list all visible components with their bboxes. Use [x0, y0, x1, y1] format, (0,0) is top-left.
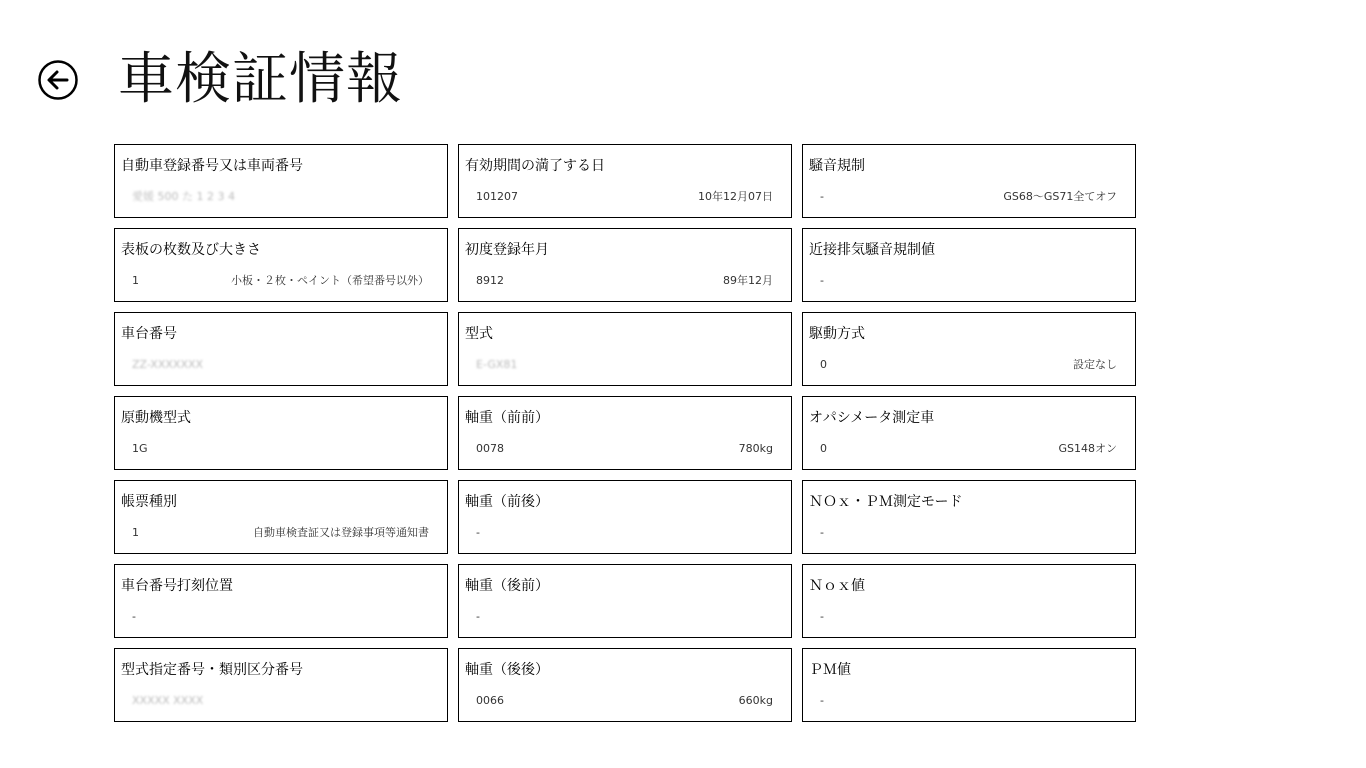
info-card-description: 10年12月07日 [698, 190, 773, 203]
info-card [458, 564, 792, 638]
info-card-label: 騒音規制 [809, 158, 865, 174]
info-card-label: 駆動方式 [809, 326, 865, 342]
info-card-code: - [820, 526, 824, 539]
info-card-label: 軸重（後後） [465, 662, 549, 678]
info-card-code: 愛媛 500 た 1 2 3 4 [132, 190, 235, 203]
info-card-code: - [132, 610, 136, 623]
info-card [458, 396, 792, 470]
info-card-label: 表板の枚数及び大きさ [121, 242, 261, 258]
info-card-label: 型式指定番号・類別区分番号 [121, 662, 303, 678]
info-card-code: 1G [132, 442, 148, 455]
info-card-label: 原動機型式 [121, 410, 191, 426]
info-card-code: ZZ-XXXXXXX [132, 358, 204, 371]
info-card-code: 1 [132, 274, 139, 287]
info-card-description: 小板・２枚・ペイント（希望番号以外） [231, 274, 429, 287]
info-card [802, 228, 1136, 302]
info-card [458, 648, 792, 722]
info-card-label: 初度登録年月 [465, 242, 549, 258]
info-card [802, 648, 1136, 722]
info-card-code: 8912 [476, 274, 504, 287]
info-card-label: 自動車登録番号又は車両番号 [121, 158, 303, 174]
info-card [114, 480, 448, 554]
info-card-label: 型式 [465, 326, 493, 342]
info-card-code: 101207 [476, 190, 518, 203]
info-card-code: - [820, 274, 824, 287]
info-card [458, 144, 792, 218]
info-card-code: E-GX81 [476, 358, 518, 371]
info-card-label: ＮＯｘ・ＰＭ測定モード [809, 494, 963, 510]
info-card-label: ＰＭ値 [809, 662, 851, 678]
info-card-code: - [476, 526, 480, 539]
info-card-code: - [476, 610, 480, 623]
info-card [114, 648, 448, 722]
info-card [802, 312, 1136, 386]
info-card-label: 帳票種別 [121, 494, 177, 510]
info-card-label: 近接排気騒音規制値 [809, 242, 935, 258]
info-card-code: 1 [132, 526, 139, 539]
back-button[interactable] [38, 60, 78, 100]
info-card [114, 228, 448, 302]
info-card-description: 780kg [738, 442, 773, 455]
info-card [114, 396, 448, 470]
info-card [114, 564, 448, 638]
info-card-code: 0 [820, 442, 827, 455]
info-card-code: - [820, 610, 824, 623]
info-card-description: GS148オン [1058, 442, 1117, 455]
info-card-label: 軸重（前後） [465, 494, 549, 510]
info-card-description: 660kg [738, 694, 773, 707]
info-card-code: XXXXX XXXX [132, 694, 204, 707]
info-card [114, 144, 448, 218]
info-card-label: 車台番号打刻位置 [121, 578, 233, 594]
info-card-label: Ｎｏｘ値 [809, 578, 865, 594]
info-card-code: 0066 [476, 694, 504, 707]
info-card [802, 396, 1136, 470]
info-card [802, 144, 1136, 218]
info-card [458, 312, 792, 386]
inspection-info-grid [114, 144, 1136, 722]
info-card-label: 軸重（後前） [465, 578, 549, 594]
info-card [802, 564, 1136, 638]
page-title: 車検証情報 [118, 47, 403, 112]
info-card [114, 312, 448, 386]
info-card-description: 設定なし [1073, 358, 1117, 371]
info-card-label: オパシメータ測定車 [809, 410, 935, 426]
info-card-label: 軸重（前前） [465, 410, 549, 426]
info-card [458, 228, 792, 302]
info-card [458, 480, 792, 554]
info-card-code: 0078 [476, 442, 504, 455]
info-card-label: 有効期間の満了する日 [465, 158, 605, 174]
info-card [802, 480, 1136, 554]
info-card-description: 89年12月 [723, 274, 773, 287]
info-card-code: - [820, 190, 824, 203]
back-arrow-icon [38, 60, 78, 100]
info-card-description: 自動車検査証又は登録事項等通知書 [253, 526, 429, 539]
info-card-description: GS68～GS71全てオフ [1003, 190, 1117, 203]
info-card-code: - [820, 694, 824, 707]
info-card-label: 車台番号 [121, 326, 177, 342]
info-card-code: 0 [820, 358, 827, 371]
